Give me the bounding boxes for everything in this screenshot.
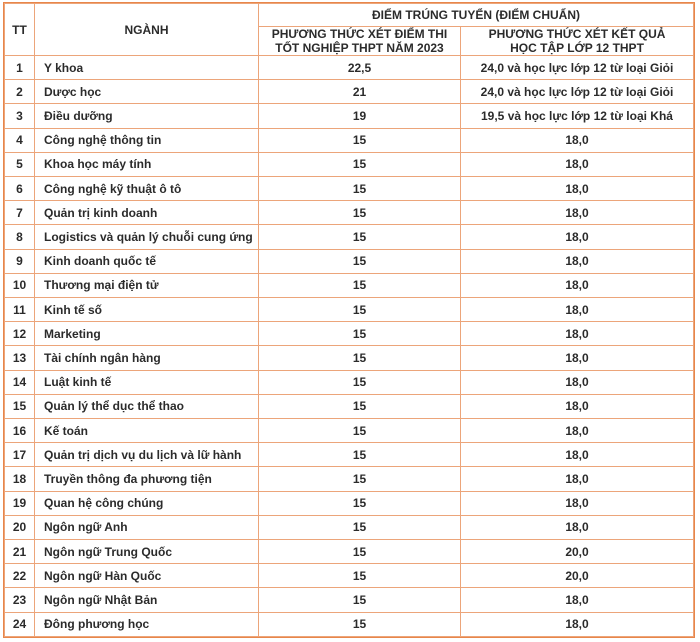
row-number: 3	[5, 104, 35, 128]
major-name: Điều dưỡng	[35, 104, 259, 128]
major-name: Kinh tế số	[35, 298, 259, 322]
score-method-1: 15	[259, 419, 461, 443]
major-name: Công nghệ kỹ thuật ô tô	[35, 177, 259, 201]
row-number: 13	[5, 346, 35, 370]
major-name: Khoa học máy tính	[35, 152, 259, 176]
row-number: 4	[5, 128, 35, 152]
score-method-1: 15	[259, 467, 461, 491]
row-number: 6	[5, 177, 35, 201]
score-method-2: 18,0	[461, 152, 694, 176]
table-body	[5, 56, 694, 637]
score-method-1: 15	[259, 249, 461, 273]
header-score-group: ĐIỂM TRÚNG TUYỂN (ĐIỂM CHUẨN)	[259, 4, 694, 27]
row-number: 11	[5, 298, 35, 322]
table-row	[5, 128, 694, 152]
major-name: Quan hệ công chúng	[35, 491, 259, 515]
major-name: Tài chính ngân hàng	[35, 346, 259, 370]
table-row	[5, 177, 694, 201]
score-method-1: 15	[259, 394, 461, 418]
row-number: 9	[5, 249, 35, 273]
major-name: Truyền thông đa phương tiện	[35, 467, 259, 491]
score-method-2: 18,0	[461, 225, 694, 249]
header-major: NGÀNH	[35, 4, 259, 56]
row-number: 20	[5, 515, 35, 539]
score-method-2: 18,0	[461, 588, 694, 612]
score-method-2: 18,0	[461, 370, 694, 394]
score-method-1: 15	[259, 177, 461, 201]
score-method-1: 15	[259, 152, 461, 176]
score-method-2: 18,0	[461, 394, 694, 418]
major-name: Logistics và quản lý chuỗi cung ứng	[35, 225, 259, 249]
major-name: Luật kinh tế	[35, 370, 259, 394]
score-method-2: 18,0	[461, 443, 694, 467]
table-row	[5, 394, 694, 418]
score-method-1: 15	[259, 346, 461, 370]
major-name: Công nghệ thông tin	[35, 128, 259, 152]
score-method-2: 20,0	[461, 540, 694, 564]
major-name: Thương mại điện tử	[35, 273, 259, 297]
score-method-1: 15	[259, 322, 461, 346]
table-row	[5, 273, 694, 297]
header-tt: TT	[5, 4, 35, 56]
score-method-2: 18,0	[461, 419, 694, 443]
score-method-2: 24,0 và học lực lớp 12 từ loại Giỏi	[461, 80, 694, 104]
table-row	[5, 419, 694, 443]
table-row	[5, 322, 694, 346]
table-row	[5, 588, 694, 612]
score-method-2: 18,0	[461, 491, 694, 515]
score-method-2: 19,5 và học lực lớp 12 từ loại Khá	[461, 104, 694, 128]
score-method-1: 15	[259, 298, 461, 322]
table-row	[5, 80, 694, 104]
score-method-2: 18,0	[461, 298, 694, 322]
row-number: 5	[5, 152, 35, 176]
score-method-2: 18,0	[461, 467, 694, 491]
score-method-2: 18,0	[461, 322, 694, 346]
table-row	[5, 201, 694, 225]
score-method-2: 20,0	[461, 564, 694, 588]
major-name: Ngôn ngữ Anh	[35, 515, 259, 539]
score-method-1: 15	[259, 491, 461, 515]
table-row	[5, 56, 694, 80]
score-method-1: 15	[259, 612, 461, 636]
table-row	[5, 346, 694, 370]
major-name: Marketing	[35, 322, 259, 346]
row-number: 19	[5, 491, 35, 515]
table-row	[5, 612, 694, 636]
score-method-2: 18,0	[461, 346, 694, 370]
row-number: 15	[5, 394, 35, 418]
table-row	[5, 298, 694, 322]
admission-score-table	[4, 3, 694, 637]
row-number: 18	[5, 467, 35, 491]
score-method-1: 15	[259, 273, 461, 297]
table-row	[5, 515, 694, 539]
major-name: Đông phương học	[35, 612, 259, 636]
major-name: Quản trị kinh doanh	[35, 201, 259, 225]
table-row	[5, 104, 694, 128]
score-method-2: 18,0	[461, 515, 694, 539]
major-name: Ngôn ngữ Hàn Quốc	[35, 564, 259, 588]
table-row	[5, 225, 694, 249]
score-method-2: 18,0	[461, 177, 694, 201]
major-name: Quản trị dịch vụ du lịch và lữ hành	[35, 443, 259, 467]
score-method-1: 15	[259, 370, 461, 394]
score-method-1: 15	[259, 588, 461, 612]
header-method-1	[259, 27, 461, 56]
score-method-2: 18,0	[461, 612, 694, 636]
table-row	[5, 443, 694, 467]
row-number: 24	[5, 612, 35, 636]
admission-score-table-frame	[3, 2, 695, 638]
major-name: Kế toán	[35, 419, 259, 443]
score-method-1: 15	[259, 128, 461, 152]
score-method-1: 15	[259, 540, 461, 564]
score-method-2: 24,0 và học lực lớp 12 từ loại Giỏi	[461, 56, 694, 80]
score-method-2: 18,0	[461, 249, 694, 273]
row-number: 17	[5, 443, 35, 467]
score-method-2: 18,0	[461, 201, 694, 225]
score-method-1: 15	[259, 564, 461, 588]
score-method-1: 21	[259, 80, 461, 104]
header-method-1-line1: PHƯƠNG THỨC XÉT ĐIỂM THI	[271, 27, 448, 41]
major-name: Ngôn ngữ Trung Quốc	[35, 540, 259, 564]
header-method-2-line2: HỌC TẬP LỚP 12 THPT	[510, 41, 644, 55]
header-method-1-line2: TỐT NGHIỆP THPT NĂM 2023	[275, 41, 444, 55]
table-row	[5, 540, 694, 564]
row-number: 21	[5, 540, 35, 564]
score-method-1: 22,5	[259, 56, 461, 80]
table-row	[5, 249, 694, 273]
row-number: 7	[5, 201, 35, 225]
major-name: Y khoa	[35, 56, 259, 80]
row-number: 1	[5, 56, 35, 80]
score-method-1: 15	[259, 515, 461, 539]
header-method-2	[461, 27, 694, 56]
table-row	[5, 152, 694, 176]
major-name: Dược học	[35, 80, 259, 104]
table-row	[5, 564, 694, 588]
score-method-1: 15	[259, 201, 461, 225]
row-number: 10	[5, 273, 35, 297]
row-number: 8	[5, 225, 35, 249]
score-method-2: 18,0	[461, 128, 694, 152]
score-method-2: 18,0	[461, 273, 694, 297]
major-name: Quản lý thể dục thể thao	[35, 394, 259, 418]
row-number: 16	[5, 419, 35, 443]
major-name: Kinh doanh quốc tế	[35, 249, 259, 273]
row-number: 23	[5, 588, 35, 612]
table-row	[5, 467, 694, 491]
major-name: Ngôn ngữ Nhật Bản	[35, 588, 259, 612]
row-number: 14	[5, 370, 35, 394]
score-method-1: 15	[259, 443, 461, 467]
score-method-1: 19	[259, 104, 461, 128]
row-number: 12	[5, 322, 35, 346]
row-number: 2	[5, 80, 35, 104]
table-row	[5, 370, 694, 394]
table-row	[5, 491, 694, 515]
row-number: 22	[5, 564, 35, 588]
header-method-2-line1: PHƯƠNG THỨC XÉT KẾT QUẢ	[488, 27, 666, 41]
table-header	[5, 4, 694, 56]
score-method-1: 15	[259, 225, 461, 249]
